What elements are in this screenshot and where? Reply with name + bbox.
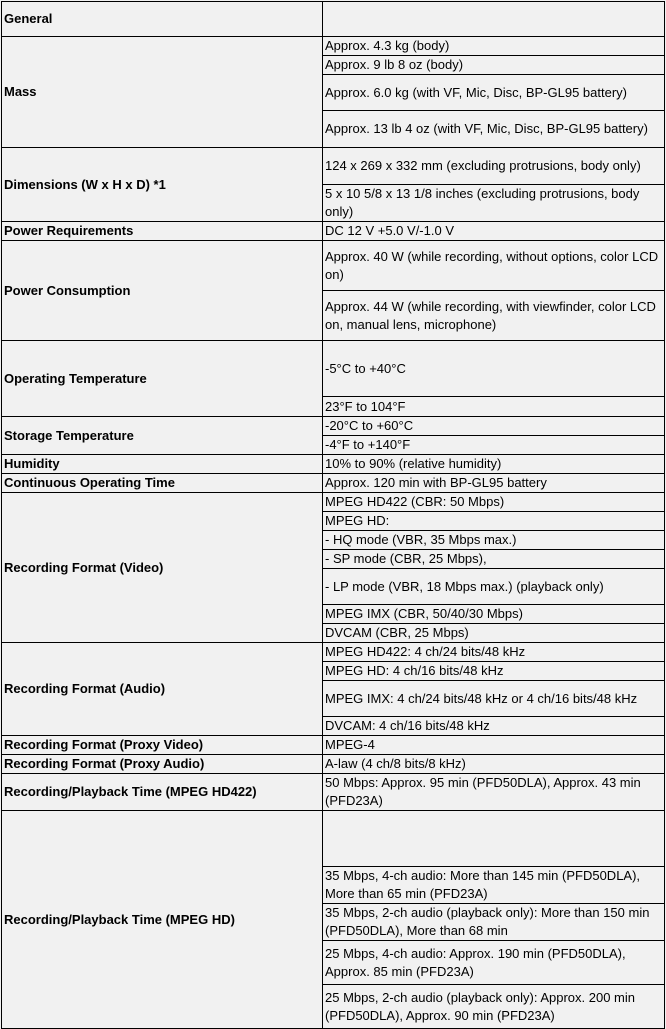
spec-label-recording-format-video: Recording Format (Video)	[2, 493, 323, 643]
spec-value: MPEG-4	[323, 736, 665, 755]
spec-label-recording-format-proxy-video: Recording Format (Proxy Video)	[2, 736, 323, 755]
spec-value: Approx. 44 W (while recording, with viewfinder, color LCD on, manual lens, microphone)	[323, 291, 665, 341]
spec-value: Approx. 13 lb 4 oz (with VF, Mic, Disc, BP-GL95 battery)	[323, 111, 665, 148]
spec-value: MPEG IMX: 4 ch/24 bits/48 kHz or 4 ch/16 bits/48 kHz	[323, 681, 665, 717]
spec-row	[2, 455, 665, 474]
spec-value: DVCAM (CBR, 25 Mbps)	[323, 624, 665, 643]
spec-label-operating-temperature: Operating Temperature	[2, 341, 323, 417]
spec-value: 25 Mbps, 2-ch audio (playback only): Approx. 200 min (PFD50DLA), Approx. 90 min (PFD23A)	[323, 985, 665, 1029]
spec-value: Approx. 40 W (while recording, without options, color LCD on)	[323, 241, 665, 291]
spec-row	[2, 148, 665, 185]
spec-value: 50 Mbps: Approx. 95 min (PFD50DLA), Approx. 43 min (PFD23A)	[323, 774, 665, 811]
spec-label-continuous-operating-time: Continuous Operating Time	[2, 474, 323, 493]
spec-row	[2, 241, 665, 291]
spec-value: DVCAM: 4 ch/16 bits/48 kHz	[323, 717, 665, 736]
spec-row	[2, 736, 665, 755]
spec-value: DC 12 V +5.0 V/-1.0 V	[323, 222, 665, 241]
spec-table-body	[2, 2, 665, 1029]
spec-label-power-requirements: Power Requirements	[2, 222, 323, 241]
spec-label-recording-format-audio: Recording Format (Audio)	[2, 643, 323, 736]
spec-value: -4°F to +140°F	[323, 436, 665, 455]
spec-label-storage-temperature: Storage Temperature	[2, 417, 323, 455]
spec-label-mass: Mass	[2, 37, 323, 148]
spec-row	[2, 811, 665, 867]
spec-value: 5 x 10 5/8 x 13 1/8 inches (excluding protrusions, body only)	[323, 185, 665, 222]
spec-label-recording-format-proxy-audio: Recording Format (Proxy Audio)	[2, 755, 323, 774]
spec-row	[2, 755, 665, 774]
spec-value: A-law (4 ch/8 bits/8 kHz)	[323, 755, 665, 774]
spec-table	[1, 1, 665, 1029]
title-blank-cell	[323, 2, 665, 37]
spec-row	[2, 474, 665, 493]
spec-value: 10% to 90% (relative humidity)	[323, 455, 665, 474]
spec-row	[2, 643, 665, 662]
spec-value: 25 Mbps, 4-ch audio: Approx. 190 min (PFD50DLA), Approx. 85 min (PFD23A)	[323, 941, 665, 985]
spec-value	[323, 811, 665, 867]
spec-value: - HQ mode (VBR, 35 Mbps max.)	[323, 531, 665, 550]
spec-value: - SP mode (CBR, 25 Mbps),	[323, 550, 665, 569]
spec-value: -20°C to +60°C	[323, 417, 665, 436]
spec-value: MPEG HD:	[323, 512, 665, 531]
section-title: General	[2, 2, 323, 37]
spec-value: 35 Mbps, 4-ch audio: More than 145 min (PFD50DLA), More than 65 min (PFD23A)	[323, 867, 665, 904]
spec-value: 35 Mbps, 2-ch audio (playback only): More than 150 min (PFD50DLA), More than 68 min	[323, 904, 665, 941]
spec-value: 124 x 269 x 332 mm (excluding protrusions, body only)	[323, 148, 665, 185]
spec-label-power-consumption: Power Consumption	[2, 241, 323, 341]
spec-row	[2, 774, 665, 811]
spec-value: MPEG HD: 4 ch/16 bits/48 kHz	[323, 662, 665, 681]
spec-value: Approx. 6.0 kg (with VF, Mic, Disc, BP-GL95 battery)	[323, 75, 665, 111]
spec-value: 23°F to 104°F	[323, 397, 665, 417]
spec-value: MPEG HD422 (CBR: 50 Mbps)	[323, 493, 665, 512]
spec-value: MPEG HD422: 4 ch/24 bits/48 kHz	[323, 643, 665, 662]
title-row	[2, 2, 665, 37]
spec-row	[2, 37, 665, 56]
spec-row	[2, 493, 665, 512]
spec-label-humidity: Humidity	[2, 455, 323, 474]
spec-label-dimensions-w-x-h-x-d-1: Dimensions (W x H x D) *1	[2, 148, 323, 222]
spec-row	[2, 222, 665, 241]
spec-label-recording-playback-time-mpeg-hd: Recording/Playback Time (MPEG HD)	[2, 811, 323, 1029]
spec-label-recording-playback-time-mpeg-hd422: Recording/Playback Time (MPEG HD422)	[2, 774, 323, 811]
spec-value: -5°C to +40°C	[323, 341, 665, 397]
spec-value: - LP mode (VBR, 18 Mbps max.) (playback only)	[323, 569, 665, 605]
spec-value: MPEG IMX (CBR, 50/40/30 Mbps)	[323, 605, 665, 624]
spec-value: Approx. 120 min with BP-GL95 battery	[323, 474, 665, 493]
spec-row	[2, 341, 665, 397]
spec-value: Approx. 9 lb 8 oz (body)	[323, 56, 665, 75]
spec-value: Approx. 4.3 kg (body)	[323, 37, 665, 56]
spec-row	[2, 417, 665, 436]
